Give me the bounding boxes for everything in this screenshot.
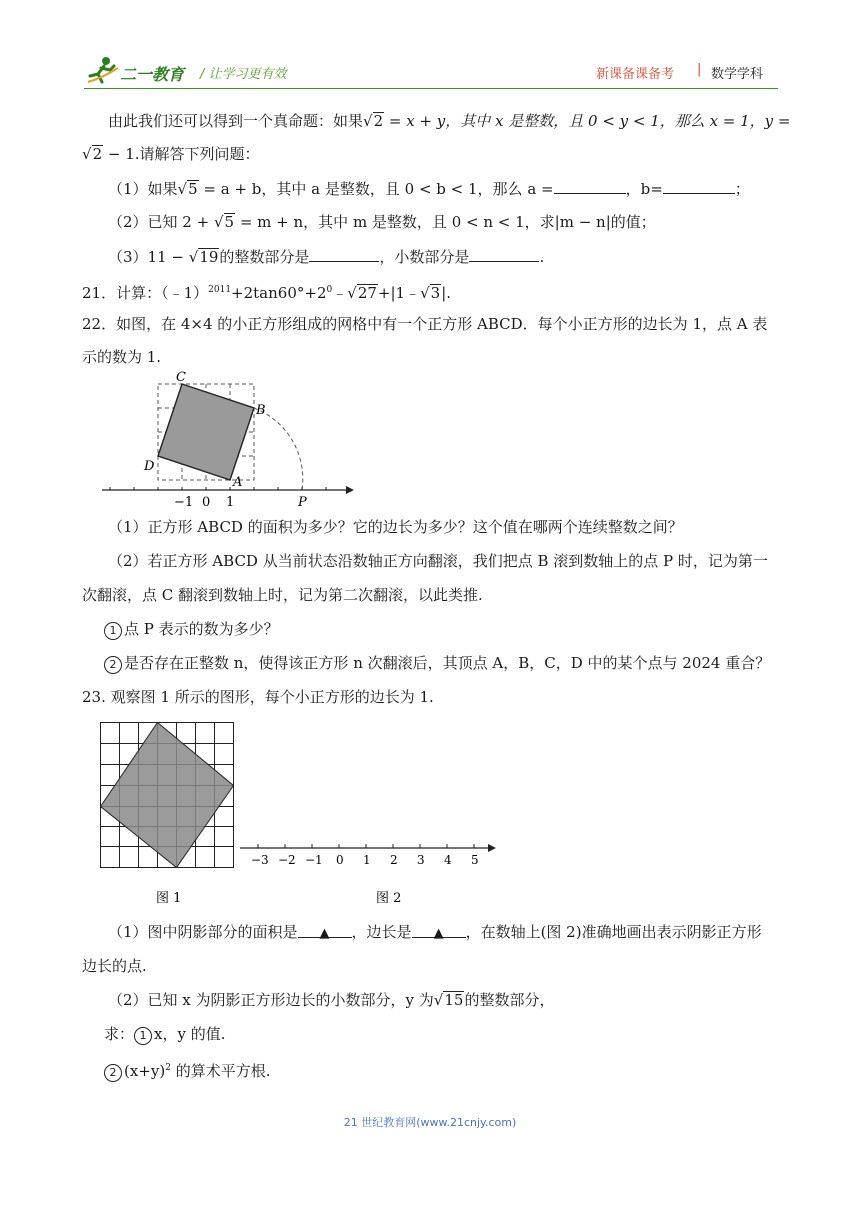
tick-label: 0 [202, 495, 211, 510]
circled-number: 2 [104, 656, 122, 674]
q23-part1: （1）图中阴影部分的面积是 ▲ ，边长是 ▲ ，在数轴上(图 2)准确地画出表示阴影正方形 [108, 923, 762, 941]
circled-number: 2 [104, 1064, 122, 1082]
q23-figure1 [100, 720, 236, 910]
q22-part2-line2: 次翻滚，点 C 翻滚到数轴上时，记为第二次翻滚，以此类推. [82, 586, 483, 604]
header-divider: | [697, 62, 702, 77]
q22-sub2: 2 是否存在正整数 n，使得该正方形 n 次翻滚后，其顶点 A，B，C，D 中的某个点与 2024 重合？ [104, 652, 770, 674]
q22-part2-line1: （2）若正方形 ABCD 从当前状态沿数轴正方向翻滚，我们把点 B 滚到数轴上的点 P 时，记为第一 [108, 552, 768, 570]
logo-text: 二一教育 [120, 65, 185, 84]
runner-logo-icon [84, 56, 120, 86]
q22-sub1: 1 点 P 表示的数为多少？ [104, 618, 279, 640]
label-D: D [144, 459, 155, 474]
label-B: B [256, 403, 266, 418]
answer-blank[interactable] [554, 177, 626, 194]
q23-sub1: 求： 1 x，y 的值. [104, 1025, 226, 1043]
fig1-caption: 图 1 [156, 891, 182, 906]
q20-intro-line2: √2 − 1.请解答下列问题： [82, 145, 260, 163]
label-P: P [298, 495, 307, 510]
q21-line: 21．计算：$(﹣1)^{2011}+2\tan 60^\circ+2^0﹣√27+|1﹣√3|$. [82, 284, 452, 302]
q22-figure [96, 370, 360, 510]
fig2-caption: 图 2 [376, 891, 402, 906]
axis-tick-label: 0 [336, 853, 344, 867]
q20-intro-line1: 由此我们还可以得到一个真命题：如果√2 = x + y，其中 x 是整数，且 0 < y < 1，那么 x = 1，y = [108, 112, 791, 130]
circled-number: 1 [104, 622, 122, 640]
header-brand: 新课备课备考 [596, 67, 675, 82]
q23-sub2: 2 $(x+y)^2$ 的算术平方根. [104, 1057, 271, 1082]
axis-tick-label: −3 [251, 853, 269, 867]
label-C: C [176, 370, 186, 385]
circled-number: 1 [134, 1027, 152, 1045]
label-A: A [233, 475, 243, 490]
q22-line1: 22．如图，在 4×4 的小正方形组成的网格中有一个正方形 ABCD．每个小正方形的边长为 1，点 A 表 [82, 315, 768, 333]
tick-label: 1 [226, 495, 235, 510]
axis-tick-label: −1 [305, 853, 323, 867]
header-slogan: / 让学习更有效 [200, 67, 287, 82]
header-subject: 数学学科 [711, 67, 764, 82]
axis-arrow-icon [488, 844, 496, 852]
tick-label: −1 [174, 495, 194, 510]
q20-part2: （2）已知 2 + √5 = m + n，其中 m 是整数，且 0 < n < 1，求|m − n|的值； [108, 213, 656, 231]
q20-part3: （3）11 − √19的整数部分是 ，小数部分是 . [108, 245, 544, 268]
axis-arrow-icon [346, 486, 354, 494]
square-abcd [158, 384, 254, 480]
answer-blank[interactable] [469, 245, 539, 262]
axis-tick-label: 1 [363, 853, 371, 867]
q20-part1: （1）如果√5 = a + b，其中 a 是整数，且 0 < b < 1，那么 a = ，b= ； [108, 177, 750, 200]
answer-blank[interactable]: ▲ [298, 921, 352, 938]
axis-tick-label: 5 [471, 853, 479, 867]
q23-figure2 [236, 830, 500, 910]
shaded-square [101, 723, 234, 868]
header-rule [84, 88, 778, 89]
axis-tick-label: 4 [444, 853, 452, 867]
answer-blank[interactable] [309, 245, 379, 262]
roll-arc [254, 408, 303, 490]
q22-part1: （1）正方形 ABCD 的面积为多少？它的边长为多少？这个值在哪两个连续整数之间？ [108, 518, 683, 536]
axis-tick-label: 3 [417, 853, 425, 867]
q23-title: 23. 观察图 1 所示的图形，每个小正方形的边长为 1. [82, 688, 434, 706]
answer-blank[interactable]: ▲ [412, 921, 466, 938]
footer-source: 21 世纪教育网(www.21cnjy.com) [343, 1116, 517, 1129]
header [0, 0, 860, 90]
axis-tick-label: −2 [278, 853, 296, 867]
answer-blank[interactable] [663, 177, 735, 194]
axis-tick-label: 2 [390, 853, 398, 867]
q23-part2: （2）已知 x 为阴影正方形边长的小数部分，y 为√15的整数部分， [108, 991, 555, 1009]
q22-line2: 示的数为 1. [82, 348, 162, 366]
q23-part1-line2: 边长的点. [82, 957, 147, 975]
